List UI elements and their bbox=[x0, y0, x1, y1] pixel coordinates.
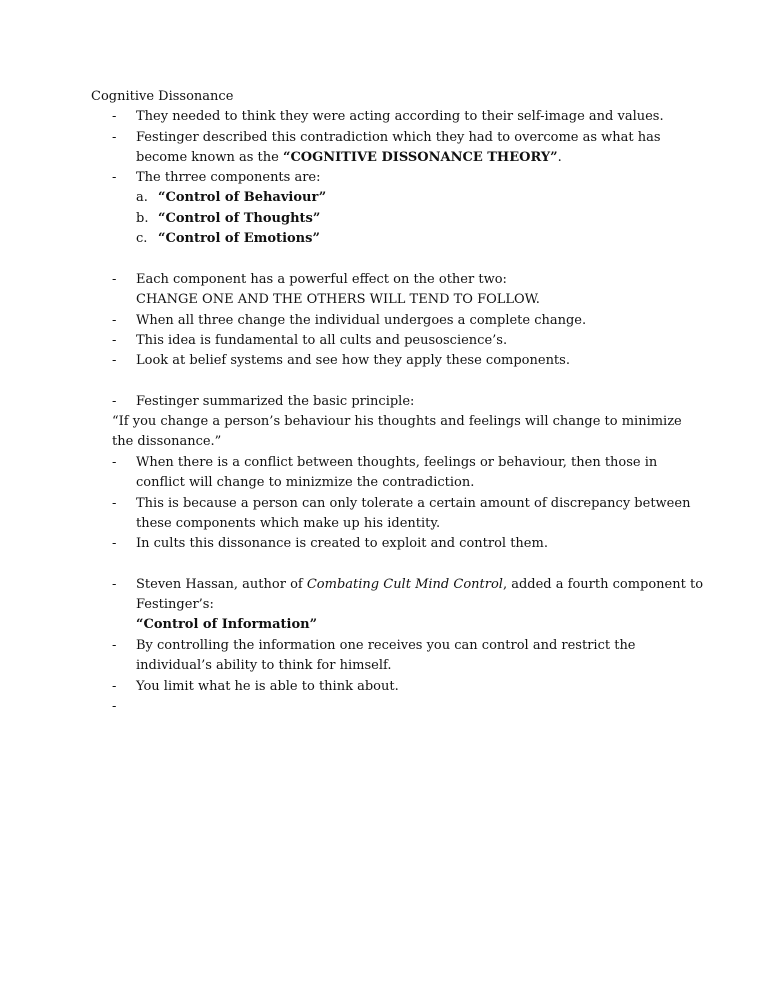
list-marker-b: b. bbox=[136, 211, 149, 226]
bullet-text: They needed to think they were acting according to their self-image and values. bbox=[136, 109, 664, 124]
component-item bbox=[158, 209, 320, 229]
text-run: become known as the bbox=[136, 150, 283, 165]
bullet-dash: - bbox=[112, 536, 117, 551]
component-label: “Control of Emotions” bbox=[158, 231, 320, 246]
list-marker-c: c. bbox=[136, 231, 148, 246]
book-title-italic: Combating Cult Mind Control bbox=[306, 577, 503, 592]
bullet-text: Festinger summarized the basic principle: bbox=[136, 394, 415, 409]
bullet-text: Look at belief systems and see how they apply these components. bbox=[136, 353, 570, 368]
component-item bbox=[158, 229, 320, 249]
component-label: “Control of Behaviour” bbox=[158, 190, 327, 205]
text-run: Steven Hassan, author of bbox=[136, 577, 307, 592]
theory-name-bold: “COGNITIVE DISSONANCE THEORY” bbox=[282, 150, 558, 165]
bullet-text: When there is a conflict between thoughts, feelings or behaviour, then those in bbox=[136, 455, 658, 470]
document-title: Cognitive Dissonance bbox=[91, 89, 234, 104]
bullet-text bbox=[136, 575, 703, 595]
bullet-dash: - bbox=[112, 679, 117, 694]
text-run: , added a fourth component to bbox=[502, 577, 704, 592]
fourth-component bbox=[136, 615, 317, 635]
list-marker-a: a. bbox=[136, 190, 148, 205]
bullet-text: You limit what he is able to think about. bbox=[136, 679, 399, 694]
bullet-text-continuation: conflict will change to minizmize the contradiction. bbox=[136, 475, 475, 490]
bullet-dash: - bbox=[112, 496, 117, 511]
bullet-text-continuation bbox=[136, 148, 562, 168]
bullet-text: In cults this dissonance is created to exploit and control them. bbox=[136, 536, 548, 551]
bullet-text-continuation: Festinger’s: bbox=[136, 597, 214, 612]
quote-text-continuation: the dissonance.” bbox=[112, 434, 222, 449]
bullet-text: Festinger described this contradiction which they had to overcome as what has bbox=[136, 130, 661, 145]
bullet-text: The thrree components are: bbox=[136, 170, 321, 185]
bullet-dash: - bbox=[112, 577, 117, 592]
bullet-dash: - bbox=[112, 394, 117, 409]
bullet-dash: - bbox=[112, 313, 117, 328]
bullet-text: By controlling the information one receives you can control and restrict the bbox=[136, 638, 636, 653]
bullet-dash: - bbox=[112, 333, 117, 348]
bullet-text: This is because a person can only tolerate a certain amount of discrepancy between bbox=[136, 496, 691, 511]
text-run: . bbox=[557, 150, 562, 165]
bullet-text: This idea is fundamental to all cults and peusoscience’s. bbox=[136, 333, 508, 348]
bullet-text: Each component has a powerful effect on the other two: bbox=[136, 272, 507, 287]
bullet-text-continuation: these components which make up his identity. bbox=[136, 516, 441, 531]
quote-text: “If you change a person’s behaviour his thoughts and feelings will change to minimize bbox=[112, 414, 682, 429]
component-label: “Control of Information” bbox=[136, 617, 318, 632]
bullet-dash: - bbox=[112, 170, 117, 185]
bullet-text-continuation: CHANGE ONE AND THE OTHERS WILL TEND TO FOLLOW. bbox=[136, 292, 540, 307]
bullet-dash: - bbox=[112, 272, 117, 287]
component-label: “Control of Thoughts” bbox=[158, 211, 321, 226]
bullet-text: When all three change the individual undergoes a complete change. bbox=[136, 313, 587, 328]
bullet-dash: - bbox=[112, 353, 117, 368]
bullet-dash: - bbox=[112, 455, 117, 470]
bullet-dash: - bbox=[112, 109, 117, 124]
empty-bullet-dash: - bbox=[112, 699, 117, 714]
bullet-text-continuation: individual’s ability to think for himself. bbox=[136, 658, 392, 673]
component-item bbox=[158, 188, 326, 208]
bullet-dash: - bbox=[112, 638, 117, 653]
bullet-dash: - bbox=[112, 130, 117, 145]
